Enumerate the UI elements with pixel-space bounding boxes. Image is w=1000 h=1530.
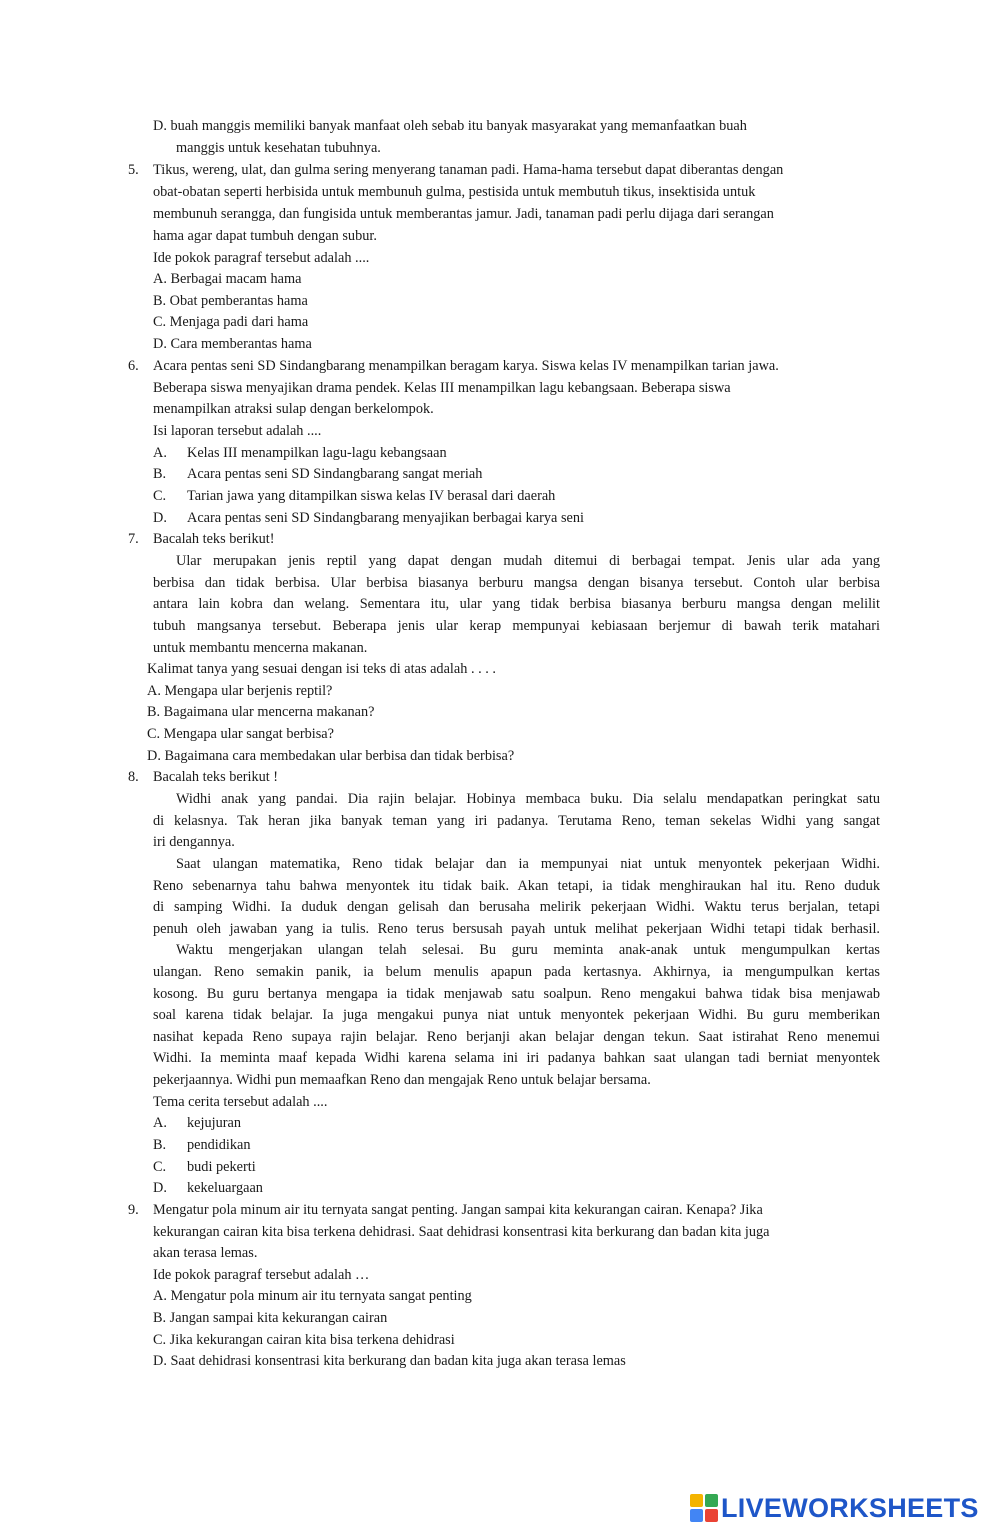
logo-square <box>690 1509 703 1522</box>
option-letter: B. <box>153 1137 167 1153</box>
q5-line: hama agar dapat tumbuh dengan subur. <box>153 228 377 244</box>
q5-number: 5. <box>128 162 139 178</box>
q7-option-d[interactable]: D. Bagaimana cara membedakan ular berbisa dan tidak berbisa? <box>147 748 515 764</box>
q7-number: 7. <box>128 531 139 547</box>
q8-p3-line: soal karena tidak belajar. Ia juga mengakui punya niat untuk menyontek pekerjaan Widhi. Bu guru memberikan <box>153 1007 880 1023</box>
logo-square <box>705 1494 718 1507</box>
q6-option-b[interactable] <box>153 464 483 486</box>
q7-option-b[interactable]: B. Bagaimana ular mencerna makanan? <box>147 704 375 720</box>
q7-passage-line: berbisa dan tidak berbisa. Ular berbisa biasanya berburu mangsa dengan bisanya tersebut. Contoh ular berbisa <box>153 575 880 591</box>
q6-number: 6. <box>128 358 139 374</box>
option-letter: A. <box>153 1115 167 1131</box>
q4-option-d-line1: D. buah manggis memiliki banyak manfaat oleh sebab itu banyak masyarakat yang memanfaatkan buah <box>153 118 747 134</box>
q8-p3-line: ulangan. Reno semakin panik, ia belum menulis apapun pada kertasnya. Akhirnya, ia mengumpulkan kertas <box>153 964 880 980</box>
q9-line: Mengatur pola minum air itu ternyata sangat penting. Jangan sampai kita kekurangan cairan. Kenapa? Jika <box>153 1202 763 1218</box>
option-letter: C. <box>153 488 167 504</box>
option-text: Acara pentas seni SD Sindangbarang menyajikan berbagai karya seni <box>187 510 584 526</box>
q9-option-a[interactable]: A. Mengatur pola minum air itu ternyata sangat penting <box>153 1288 472 1304</box>
q8-p1-line: Widhi anak yang pandai. Dia rajin belajar. Hobinya membaca buku. Dia selalu mendapatkan peringkat satu <box>176 791 880 807</box>
q8-option-b[interactable] <box>153 1135 251 1157</box>
q8-p2-line: Saat ulangan matematika, Reno tidak belajar dan ia mempunyai niat untuk menyontek pekerjaan Widhi. <box>176 856 880 872</box>
option-letter: C. <box>153 1159 167 1175</box>
option-text: kekeluargaan <box>187 1180 263 1196</box>
q5-question: Ide pokok paragraf tersebut adalah .... <box>153 250 370 266</box>
q9-line: akan terasa lemas. <box>153 1245 258 1261</box>
q5-line: obat-obatan seperti herbisida untuk membunuh gulma, pestisida untuk membutuh tikus, insektisida untuk <box>153 184 756 200</box>
logo-square <box>690 1494 703 1507</box>
q6-line: Beberapa siswa menyajikan drama pendek. Kelas III menampilkan lagu kebangsaan. Beberapa siswa <box>153 380 731 396</box>
q9-line: kekurangan cairan kita bisa terkena dehidrasi. Saat dehidrasi konsentrasi kita berkurang dan badan kita juga <box>153 1224 770 1240</box>
q8-question: Tema cerita tersebut adalah .... <box>153 1094 328 1110</box>
q8-p2-line: Reno sebenarnya tahu bahwa menyontek itu tidak baik. Akan tetapi, ia tidak menghiraukan hal itu. Reno duduk <box>153 878 880 894</box>
q6-option-c[interactable] <box>153 486 556 508</box>
q7-option-a[interactable]: A. Mengapa ular berjenis reptil? <box>147 683 333 699</box>
q7-passage-line: tubuh mangsanya tersebut. Beberapa jenis ular kerap mempunyai kebiasaan berjemur di bawah terik matahari <box>153 618 880 634</box>
q9-option-d[interactable]: D. Saat dehidrasi konsentrasi kita berkurang dan badan kita juga akan terasa lemas <box>153 1353 626 1369</box>
q8-option-d[interactable] <box>153 1178 263 1200</box>
q8-p3-line: pekerjaannya. Widhi pun memaafkan Reno dan mengajak Reno untuk belajar bersama. <box>153 1072 651 1088</box>
q7-option-c[interactable]: C. Mengapa ular sangat berbisa? <box>147 726 334 742</box>
q8-option-a[interactable] <box>153 1113 241 1135</box>
q5-line: Tikus, wereng, ulat, dan gulma sering menyerang tanaman padi. Hama-hama tersebut dapat diberantas dengan <box>153 162 784 178</box>
q4-option-d-line2: manggis untuk kesehatan tubuhnya. <box>176 140 381 156</box>
option-text: Kelas III menampilkan lagu-lagu kebangsaan <box>187 445 447 461</box>
q6-question: Isi laporan tersebut adalah .... <box>153 423 322 439</box>
q9-question: Ide pokok paragraf tersebut adalah … <box>153 1267 370 1283</box>
q5-option-a[interactable]: A. Berbagai macam hama <box>153 271 302 287</box>
q5-option-b[interactable]: B. Obat pemberantas hama <box>153 293 308 309</box>
q8-p1-line: di kelasnya. Tak heran jika banyak teman yang iri padanya. Terutama Reno, teman sekelas Widhi yang sangat <box>153 813 880 829</box>
option-letter: A. <box>153 445 167 461</box>
q8-p1-line: iri dengannya. <box>153 834 235 850</box>
q9-option-b[interactable]: B. Jangan sampai kita kekurangan cairan <box>153 1310 388 1326</box>
q7-passage-line: Ular merupakan jenis reptil yang dapat dengan mudah ditemui di berbagai tempat. Jenis ular ada yang <box>176 553 880 569</box>
q8-p3-line: Widhi. Ia meminta maaf kepada Widhi karena selama ini iri padanya bahkan saat ulangan tadi berniat menyontek <box>153 1050 880 1066</box>
liveworksheets-logo-icon <box>690 1494 718 1522</box>
q8-p3-line: nasihat kepada Reno supaya rajin belajar. Reno berjanji akan belajar dengan tekun. Saat istirahat Reno menemui <box>153 1029 880 1045</box>
q5-option-d[interactable]: D. Cara memberantas hama <box>153 336 312 352</box>
q8-number: 8. <box>128 769 139 785</box>
option-letter: D. <box>153 510 167 526</box>
q5-line: membunuh serangga, dan fungisida untuk memberantas jamur. Jadi, tanaman padi perlu dijaga dari serangan <box>153 206 774 222</box>
option-text: Acara pentas seni SD Sindangbarang sangat meriah <box>187 466 483 482</box>
q8-intro: Bacalah teks berikut ! <box>153 769 279 785</box>
logo-text: LIVEWORKSHEETS <box>721 1493 979 1523</box>
option-letter: D. <box>153 1180 167 1196</box>
q7-intro: Bacalah teks berikut! <box>153 531 275 547</box>
q9-option-c[interactable]: C. Jika kekurangan cairan kita bisa terkena dehidrasi <box>153 1332 455 1348</box>
q6-line: menampilkan atraksi sulap dengan berkelompok. <box>153 401 434 417</box>
q8-p2-line: di samping Widhi. Ia duduk dengan gelisah dan berusaha melirik pekerjaan Widhi. Waktu terus berjalan, tetapi <box>153 899 880 915</box>
q6-line: Acara pentas seni SD Sindangbarang menampilkan beragam karya. Siswa kelas IV menampilkan tarian jawa. <box>153 358 779 374</box>
q8-p3-line: Waktu mengerjakan ulangan telah selesai. Bu guru meminta anak-anak untuk mengumpulkan kertas <box>176 942 880 958</box>
q8-option-c[interactable] <box>153 1157 256 1179</box>
option-text: kejujuran <box>187 1115 241 1131</box>
q7-passage-line: untuk membantu mencerna makanan. <box>153 640 368 656</box>
q8-p2-line: penuh oleh jawaban yang ia tulis. Reno terus bersusah payah untuk melihat pekerjaan Widhi tetapi tidak berhasil. <box>153 921 880 937</box>
liveworksheets-logo[interactable] <box>690 1493 979 1523</box>
logo-square <box>705 1509 718 1522</box>
option-text: Tarian jawa yang ditampilkan siswa kelas IV berasal dari daerah <box>187 488 556 504</box>
q6-option-d[interactable] <box>153 508 584 530</box>
q8-p3-line: kosong. Bu guru bertanya mengapa ia tidak menjawab satu soalpun. Reno mengakui bahwa tidak bisa menjawab <box>153 986 880 1002</box>
option-text: pendidikan <box>187 1137 251 1153</box>
q7-question: Kalimat tanya yang sesuai dengan isi teks di atas adalah . . . . <box>147 661 496 677</box>
q6-option-a[interactable] <box>153 443 447 465</box>
option-text: budi pekerti <box>187 1159 256 1175</box>
q5-option-c[interactable]: C. Menjaga padi dari hama <box>153 314 309 330</box>
q7-passage-line: antara lain kobra dan welang. Sementara itu, ular yang tidak berbisa biasanya berburu mangsa dengan melilit <box>153 596 880 612</box>
q9-number: 9. <box>128 1202 139 1218</box>
option-letter: B. <box>153 466 167 482</box>
